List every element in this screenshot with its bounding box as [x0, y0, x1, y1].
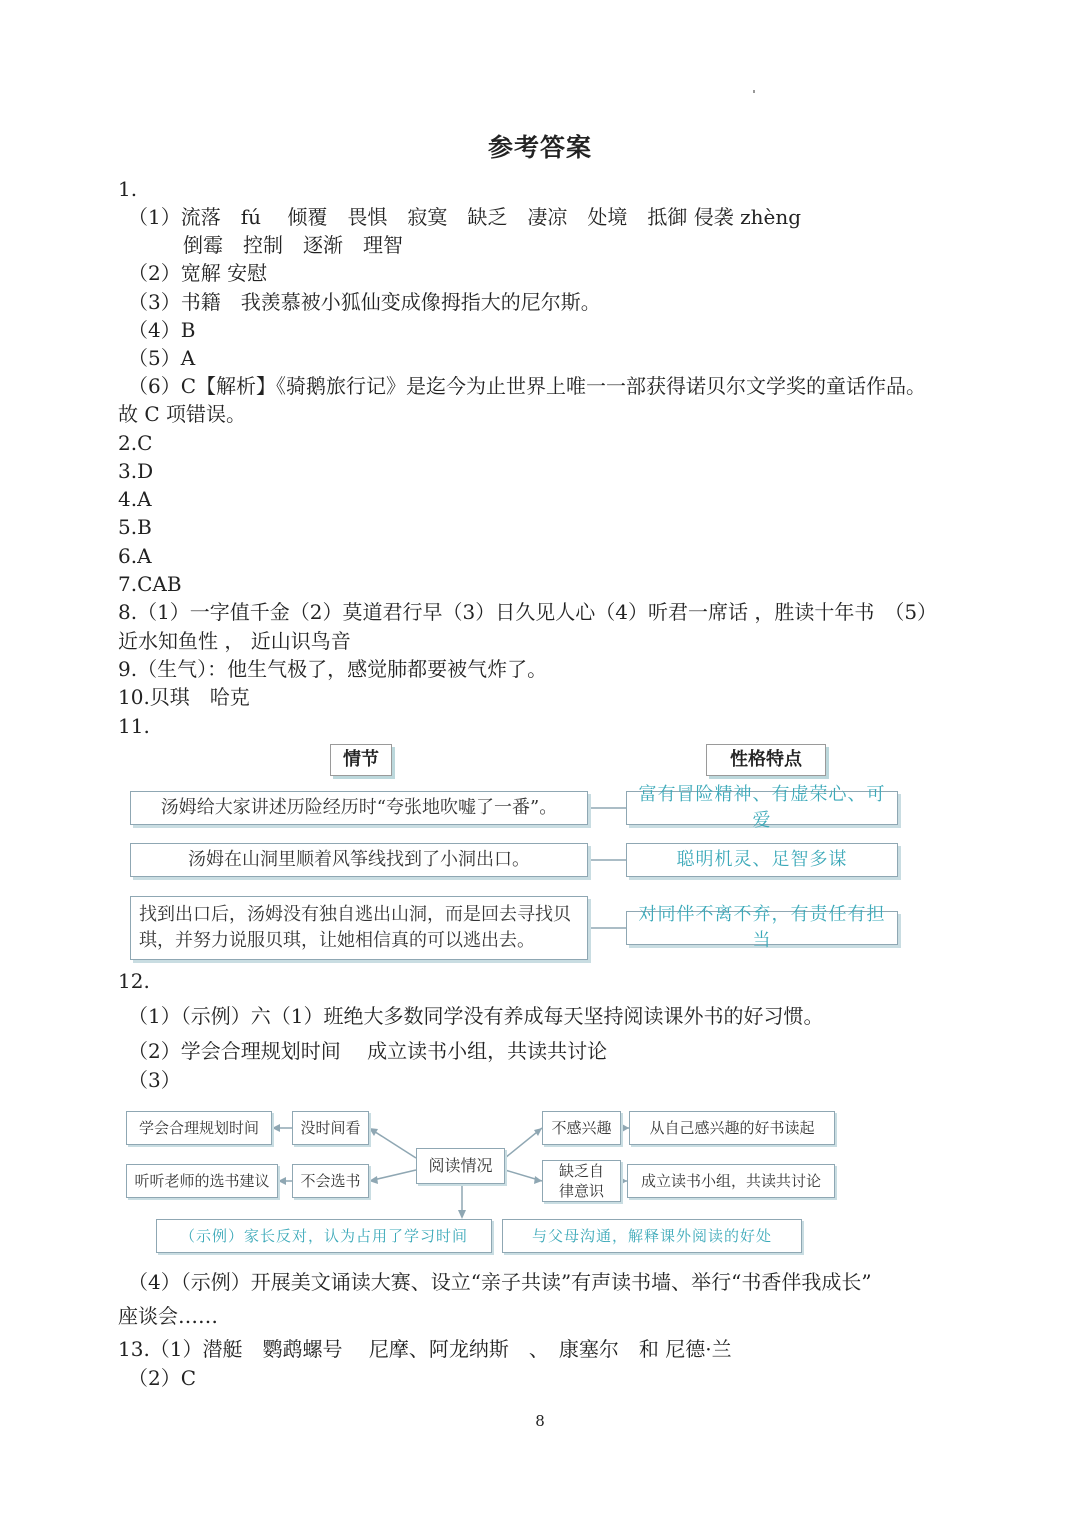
plot-header: 情节: [330, 744, 392, 776]
answer-line: 11.: [118, 714, 150, 738]
answer-line: （4）（示例）开展美文诵读大赛、设立“亲子共读”有声读书墙、举行“书香伴我成长”: [128, 1270, 872, 1294]
example-box: 与父母沟通，解释课外阅读的好处: [502, 1219, 802, 1253]
cause-box: 不感兴趣: [542, 1111, 621, 1145]
trait-box: 对同伴不离不弃，有责任有担当: [626, 911, 898, 945]
plot-box: 汤姆在山洞里顺着风筝线找到了小洞出口。: [130, 843, 588, 877]
trait-box: 富有冒险精神、有虚荣心、可爱: [626, 791, 898, 825]
answer-line: （3）书籍 我羡慕被小狐仙变成像拇指大的尼尔斯。: [128, 290, 601, 314]
answer-line: 3.D: [118, 459, 154, 483]
answer-line: （2）C: [128, 1366, 197, 1390]
answer-line: 8.（1）一字值千金（2）莫道君行早（3）日久见人心（4）听君一席话 ，胜读十年书 （5）: [118, 600, 938, 624]
answer-line: 4.A: [118, 487, 152, 511]
answer-line: 故 C 项错误。: [118, 402, 247, 426]
page-number: 8: [535, 1412, 545, 1430]
answer-line: 7.CAB: [118, 572, 182, 596]
answer-line: （5）A: [128, 346, 196, 370]
answer-line: （2）学会合理规划时间 成立读书小组，共读共讨论: [128, 1039, 608, 1063]
center-node: 阅读情况: [416, 1148, 505, 1184]
page-title: 参考答案: [487, 133, 592, 162]
answer-line: 6.A: [118, 544, 152, 568]
answer-line: 12.: [118, 969, 150, 993]
cause-box: 没时间看: [292, 1111, 369, 1145]
answer-line: 9.（生气）：他生气极了，感觉肺都要被气炸了。: [118, 657, 548, 681]
cause-box: 不会选书: [292, 1164, 369, 1198]
answer-line: 5.B: [118, 515, 152, 539]
answer-line: 座谈会……: [118, 1304, 218, 1328]
answer-line: （3）: [128, 1068, 181, 1092]
plot-box: 找到出口后，汤姆没有独自逃出山洞，而是回去寻找贝琪，并努力说服贝琪，让她相信真的可以逃出去。: [130, 896, 588, 960]
plot-box: 汤姆给大家讲述历险经历时“夸张地吹嘘了一番”。: [130, 791, 588, 825]
trait-box: 聪明机灵、足智多谋: [626, 843, 898, 877]
answer-line: 2.C: [118, 431, 153, 455]
answer-line: （1）（示例）六（1）班绝大多数同学没有养成每天坚持阅读课外书的好习惯。: [128, 1004, 824, 1028]
cause-box: 缺乏自律意识: [542, 1160, 621, 1202]
answer-line: 1.: [118, 177, 138, 201]
scan-dot: [753, 90, 755, 93]
answer-line: （1）流落 fú 倾覆 畏惧 寂寞 缺乏 凄凉 处境 抵御 侵袭 zhèng: [128, 205, 802, 229]
solution-box: 从自己感兴趣的好书读起: [629, 1111, 835, 1145]
answer-line: （4）B: [128, 318, 196, 342]
solution-box: 听听老师的选书建议: [126, 1164, 278, 1198]
trait-header: 性格特点: [706, 744, 826, 776]
solution-box: 成立读书小组，共读共讨论: [627, 1164, 835, 1198]
answer-line: 10.贝琪 哈克: [118, 685, 250, 709]
solution-box: 学会合理规划时间: [126, 1111, 272, 1145]
example-box: （示例）家长反对，认为占用了学习时间: [156, 1219, 492, 1253]
answer-line: 倒霉 控制 逐渐 理智: [183, 233, 403, 257]
answer-line: 近水知鱼性 ， 近山识鸟音: [118, 629, 351, 653]
answer-line: （2）宽解 安慰: [128, 261, 268, 285]
answer-line: （6）C【解析】《骑鹅旅行记》是迄今为止世界上唯一一部获得诺贝尔文学奖的童话作品。: [128, 374, 927, 398]
answer-line: 13.（1）潜艇 鹦鹉螺号 尼摩、阿龙纳斯 、 康塞尔 和 尼德·兰: [118, 1337, 732, 1361]
